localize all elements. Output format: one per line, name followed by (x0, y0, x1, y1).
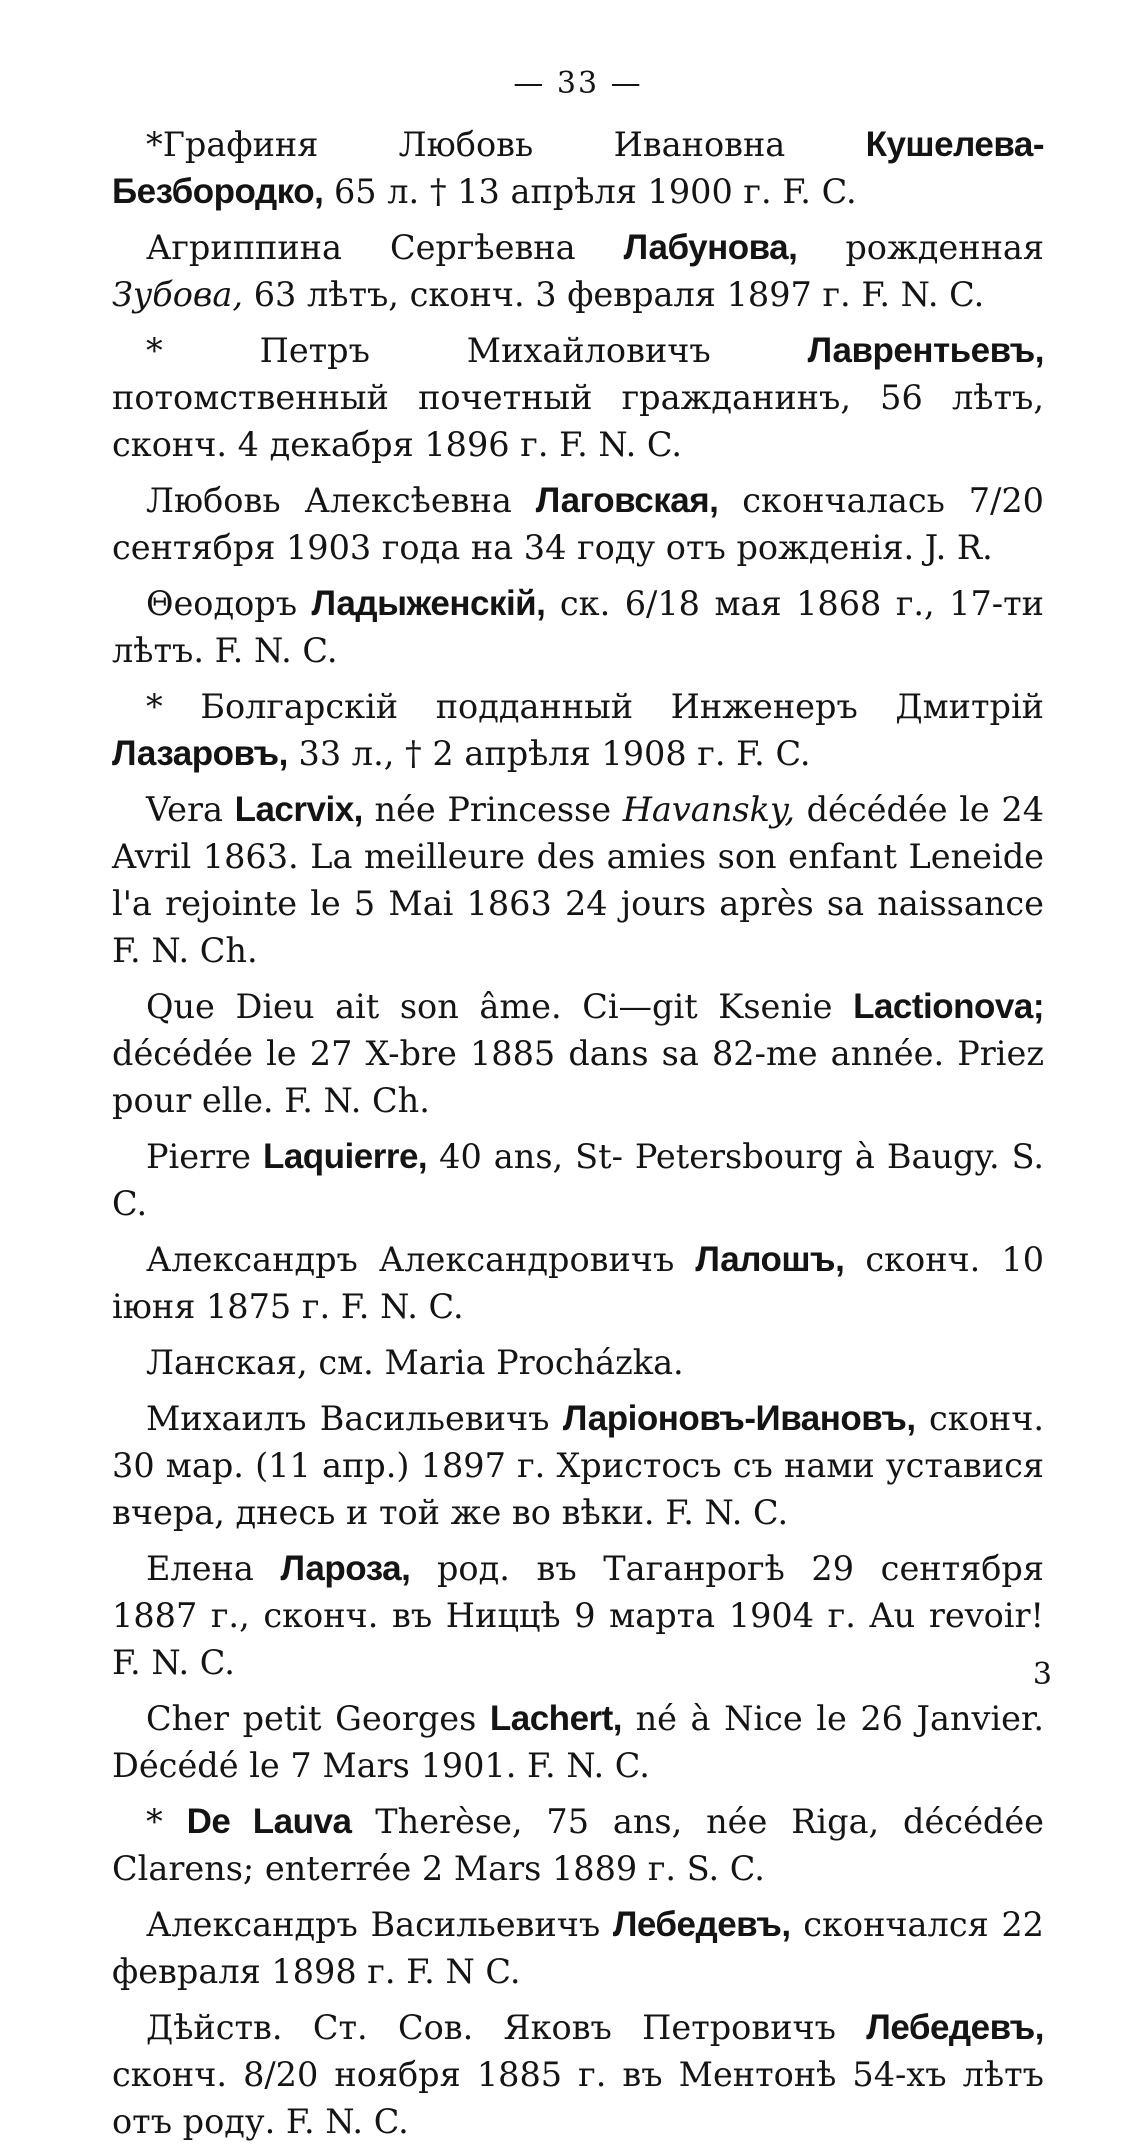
entry-text: Александръ Васильевичъ (146, 1905, 613, 1944)
obituary-entry (112, 121, 1044, 215)
entry-text: *Графиня Любовь Ивановна (146, 125, 866, 164)
entry-text: Ланская, см. Maria Procházka. (146, 1343, 684, 1382)
entry-text: скончалась 7/20 сентября 1903 года на 34 году отъ рожденія. J. R. (112, 481, 1044, 567)
entry-list (112, 121, 1044, 2145)
surname: Лебедевъ, (612, 1905, 791, 1944)
obituary-entry (112, 983, 1044, 1124)
entry-text: Therèse, 75 ans, née Riga, décédée Clarens; enterrée 2 Mars 1889 г. S. C. (112, 1802, 1044, 1888)
entry-text: Vera (146, 790, 235, 829)
entry-text: * Болгарскій подданный Инженеръ Дмитрій (146, 687, 1044, 726)
surname: Laquierre, (262, 1137, 428, 1176)
surname: Ладыженскій, (311, 584, 546, 623)
obituary-entry (112, 1695, 1044, 1789)
obituary-entry (112, 327, 1044, 468)
obituary-entry (112, 1339, 1044, 1386)
entry-text: décédée le 24 Avril 1863. La meilleure des amies son enfant Leneide l'a rejointe le 5 Mai 1863 24 jours après sa naissance F. N. Ch. (112, 790, 1045, 970)
entry-text: потомственный почетный гражданинъ, 56 лѣтъ, сконч. 4 декабря 1896 г. F. N. C. (112, 378, 1044, 464)
surname: Ларіоновъ-Ивановъ, (562, 1399, 916, 1438)
entry-text: Que Dieu ait son âme. Ci—git Ksenie (146, 987, 854, 1026)
entry-text: Дѣйств. Ст. Сов. Яковъ Петровичъ (146, 2008, 867, 2047)
entry-text: Θеодоръ (146, 584, 312, 623)
entry-text: Александръ Александровичъ (146, 1240, 696, 1279)
entry-text: Cher petit Georges (146, 1699, 490, 1738)
entry-text: Агриппина Сергѣевна (146, 228, 624, 267)
entry-text: née Princesse (362, 790, 623, 829)
surname: Лароза, (280, 1549, 411, 1588)
obituary-entry (112, 580, 1044, 674)
entry-text: сконч. 30 мар. (11 апр.) 1897 г. Христосъ съ нами уставися вчера, днесь и той же во вѣки. F. N. C. (112, 1399, 1044, 1532)
obituary-entry (112, 1798, 1044, 1892)
obituary-entry (112, 1395, 1044, 1536)
surname: Лаврентьевъ, (807, 331, 1044, 370)
surname: Lachert, (489, 1699, 623, 1738)
surname: Лабунова, (623, 228, 798, 267)
entry-text: Елена (146, 1549, 281, 1588)
entry-text: Любовь Алексѣевна (146, 481, 536, 520)
surname: Лебедевъ, (866, 2008, 1044, 2047)
entry-text: décédée le 27 X-bre 1885 dans sa 82-me année. Priez pour elle. F. N. Ch. (112, 1034, 1044, 1120)
entry-text: ск. 6/18 мая 1868 г., 17-ти лѣтъ. F. N. C. (112, 584, 1044, 670)
entry-text: 33 л., † 2 апрѣля 1908 г. F. C. (287, 734, 811, 773)
entry-text: né à Nice le 26 Janvier. Décédé le 7 Mars 1901. F. N. C. (112, 1699, 1044, 1785)
entry-text: * (146, 1802, 187, 1841)
entry-text: 65 л. † 13 апрѣля 1900 г. F. C. (323, 172, 857, 211)
obituary-entry (112, 1236, 1044, 1330)
obituary-entry (112, 477, 1044, 571)
maiden-name: Зубова, (112, 275, 244, 314)
obituary-entry (112, 1133, 1044, 1227)
surname: De Lauva (186, 1802, 352, 1841)
surname: Lacrvix, (234, 790, 363, 829)
obituary-entry (112, 224, 1044, 318)
maiden-name: Havansky, (622, 790, 795, 829)
entry-text: Pierre (146, 1137, 263, 1176)
signature-mark: 3 (1032, 1657, 1052, 1692)
entry-text: 40 ans, St- Petersbourg à Baugy. S. C. (112, 1137, 1044, 1223)
surname: Lactionova; (853, 987, 1044, 1026)
obituary-entry (112, 786, 1044, 974)
obituary-entry (112, 683, 1044, 777)
surname: Лалошъ, (695, 1240, 845, 1279)
entry-text: рожденная (797, 228, 1045, 267)
entry-text: сконч. 10 іюня 1875 г. F. N. C. (112, 1240, 1045, 1326)
obituary-entry (112, 2004, 1044, 2145)
entry-text: сконч. 8/20 ноября 1885 г. въ Ментонѣ 54-хъ лѣтъ отъ роду. F. N. C. (112, 2055, 1044, 2141)
entry-text: 63 лѣтъ, сконч. 3 февраля 1897 г. F. N. C. (243, 275, 985, 314)
page-number: — 33 — (513, 66, 643, 101)
surname: Лазаровъ, (112, 734, 288, 773)
entry-text: Михаилъ Васильевичъ (146, 1399, 563, 1438)
entry-text: род. въ Таганрогѣ 29 сентября 1887 г., сконч. въ Ниццѣ 9 марта 1904 г. Au revoir! F. N. C. (112, 1549, 1045, 1682)
surname: Лаговская, (535, 481, 719, 520)
entry-text: * Петръ Михайловичъ (146, 331, 808, 370)
surname: Кушелева-Безбородко, (112, 125, 1044, 211)
obituary-entry (112, 1901, 1044, 1995)
entry-text: скончался 22 февраля 1898 г. F. N C. (112, 1905, 1044, 1991)
obituary-entry (112, 1545, 1044, 1686)
